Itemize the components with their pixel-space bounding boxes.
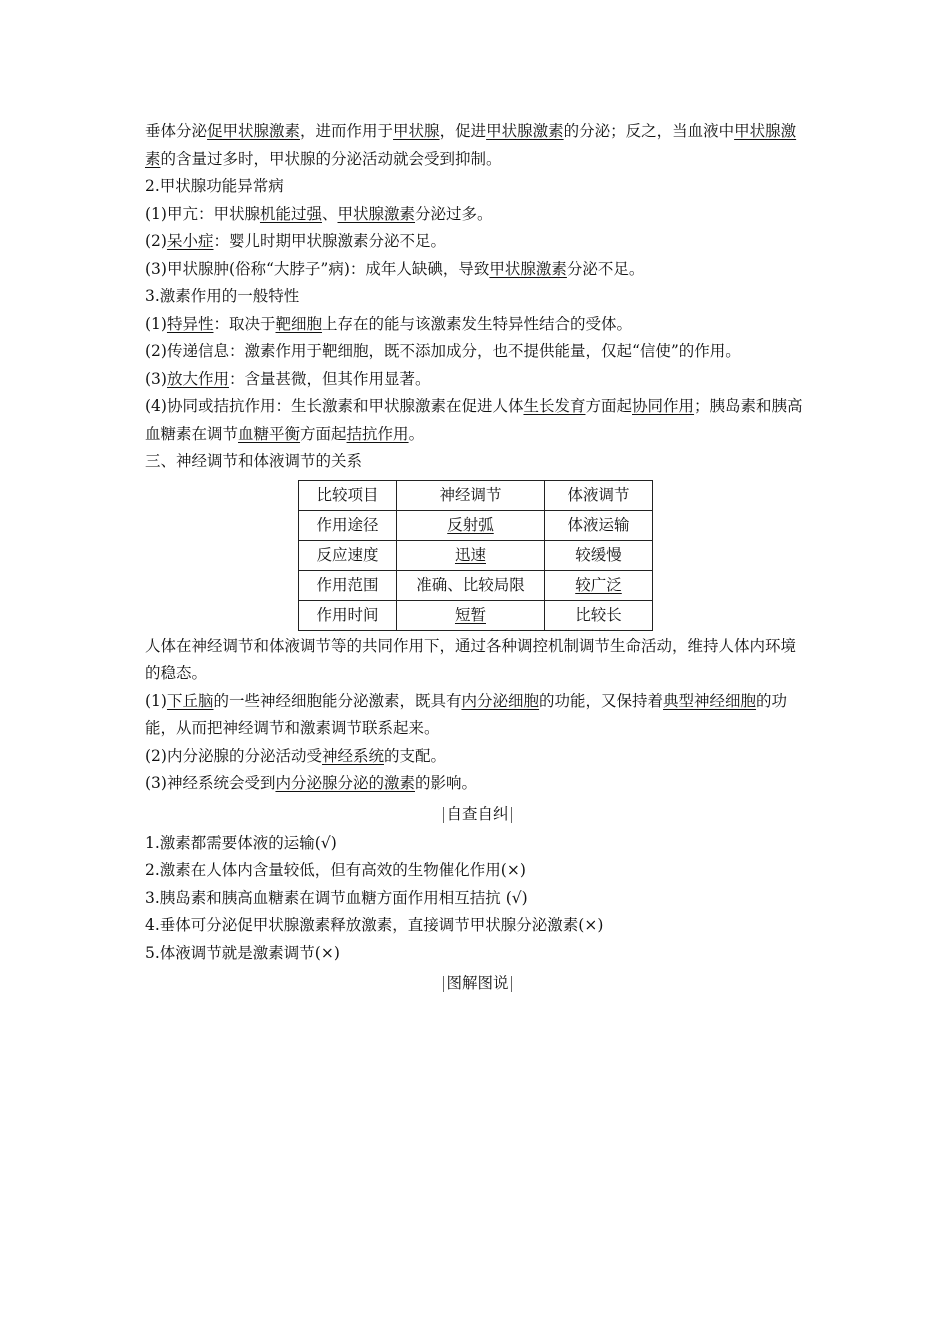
text: 垂体分泌 <box>145 122 208 140</box>
table-cell: 反应速度 <box>299 540 397 570</box>
table-cell <box>397 600 545 630</box>
underlined-answer: 甲状腺 <box>393 122 440 140</box>
self-check-heading <box>145 800 810 828</box>
text: 的影响。 <box>414 774 477 792</box>
table-cell <box>397 540 545 570</box>
table-cell: 体液运输 <box>545 510 653 540</box>
underlined-answer: 拮抗作用 <box>346 424 409 443</box>
table-row <box>299 600 653 630</box>
list-item <box>145 770 810 798</box>
divider <box>443 807 444 823</box>
table-header-cell: 体液调节 <box>545 480 653 510</box>
underlined-answer: 生长发育 <box>523 397 586 415</box>
table-cell: 作用范围 <box>299 570 397 600</box>
heading-hormone-properties: 3.激素作用的一般特性 <box>145 287 300 305</box>
table-cell: 作用时间 <box>299 600 397 630</box>
text: (2) <box>145 232 167 250</box>
underlined-answer: 较广泛 <box>575 576 622 594</box>
text: 的分泌；反之，当血液中 <box>563 122 735 140</box>
underlined-answer: 呆小症 <box>166 232 214 250</box>
list-item <box>145 256 810 284</box>
text: (1)甲亢：甲状腺 <box>145 204 260 223</box>
text: (2)内分泌腺的分泌活动受 <box>145 746 322 765</box>
table-cell <box>397 510 545 540</box>
underlined-answer: 甲状腺激素 <box>486 122 564 140</box>
table-row <box>299 510 653 540</box>
text: (1) <box>145 691 167 710</box>
table-cell: 较缓慢 <box>545 540 653 570</box>
underlined-answer: 甲状腺激素 <box>337 204 416 223</box>
divider <box>511 807 512 823</box>
section-title: 三、神经调节和体液调节的关系 <box>145 452 363 470</box>
text: 上存在的能与该激素发生特异性结合的受体。 <box>322 314 633 333</box>
text: ：含量甚微，但其作用显著。 <box>228 369 431 388</box>
underlined-answer: 放大作用 <box>166 369 229 388</box>
divider <box>443 976 444 992</box>
underlined-answer: 靶细胞 <box>275 314 323 333</box>
list-item <box>145 743 810 771</box>
underlined-answer: 典型神经细胞 <box>663 691 757 710</box>
text: 分泌过多。 <box>415 204 493 223</box>
underlined-answer: 下丘脑 <box>166 691 214 710</box>
table-row <box>299 540 653 570</box>
text: 分泌不足。 <box>566 259 645 278</box>
text: 的功能，从而把神经调节和激素调节联系起来。 <box>145 691 788 737</box>
underlined-answer: 反射弧 <box>447 516 494 534</box>
table-header-cell: 神经调节 <box>397 480 545 510</box>
list-item: (2)传递信息：激素作用于靶细胞，既不添加成分，也不提供能量，仅起“信使”的作用。 <box>145 342 741 360</box>
text: 的支配。 <box>383 746 446 765</box>
underlined-answer: 甲状腺激素 <box>145 122 797 168</box>
text: 的功能，又保持着 <box>539 691 664 710</box>
underlined-answer: 神经系统 <box>321 746 384 765</box>
table-cell: 准确、比较局限 <box>397 570 545 600</box>
table-header-cell: 比较项目 <box>299 480 397 510</box>
check-item: 4.垂体可分泌促甲状腺激素释放激素，直接调节甲状腺分泌激素(×) <box>145 916 604 934</box>
text: ，进而作用于 <box>300 122 394 140</box>
text: (3) <box>145 369 167 388</box>
text: 、 <box>321 204 338 223</box>
list-item <box>145 688 810 743</box>
text: (3)甲状腺肿(俗称“大脖子”病)：成年人缺碘，导致 <box>145 259 490 278</box>
text: ：婴儿时期甲状腺激素分泌不足。 <box>213 232 446 250</box>
table-cell: 作用途径 <box>299 510 397 540</box>
text: ：取决于 <box>213 314 276 333</box>
text: 的一些神经细胞能分泌激素，既具有 <box>213 691 462 710</box>
text: 方面起 <box>585 397 632 415</box>
heading-text: 图解图说 <box>446 974 509 992</box>
check-item: 2.激素在人体内含量较低，但有高效的生物催化作用(×) <box>145 861 526 879</box>
underlined-answer: 内分泌细胞 <box>461 691 540 710</box>
underlined-answer: 迅速 <box>454 546 486 564</box>
text: ，促进 <box>439 122 487 140</box>
list-item <box>145 311 810 339</box>
list-item <box>145 228 810 256</box>
check-item: 1.激素都需要体液的运输(√) <box>145 833 337 852</box>
table-row <box>299 570 653 600</box>
diagram-heading <box>145 969 810 997</box>
heading-thyroid-disease: 2.甲状腺功能异常病 <box>145 177 284 195</box>
comparison-table <box>298 480 653 631</box>
check-item: 3.胰岛素和胰高血糖素在调节血糖方面作用相互拮抗 (√) <box>145 888 528 907</box>
table-cell: 比较长 <box>545 600 653 630</box>
text: ；胰岛素和胰高血糖素在调节 <box>145 397 803 443</box>
table-cell <box>545 570 653 600</box>
underlined-answer: 机能过强 <box>259 204 322 223</box>
underlined-answer: 短暂 <box>454 606 486 624</box>
underlined-answer: 血糖平衡 <box>238 424 301 443</box>
underlined-answer: 内分泌腺分泌的激素 <box>275 774 415 792</box>
underlined-answer: 协同作用 <box>632 397 695 415</box>
text: (4)协同或拮抗作用：生长激素和甲状腺激素在促进人体 <box>145 397 524 415</box>
paragraph-thyroid-feedback <box>145 118 810 173</box>
table-header-row <box>299 480 653 510</box>
text: (1) <box>145 314 167 333</box>
check-item: 5.体液调节就是激素调节(×) <box>145 943 340 962</box>
underlined-answer: 甲状腺激素 <box>489 259 567 278</box>
text: 方面起 <box>300 424 347 443</box>
list-item <box>145 201 810 229</box>
text: (3)神经系统会受到 <box>145 774 276 792</box>
text: 。 <box>408 424 425 443</box>
divider <box>511 976 512 992</box>
underlined-answer: 特异性 <box>166 314 214 333</box>
paragraph-homeostasis: 人体在神经调节和体液调节等的共同作用下，通过各种调控机制调节生命活动，维持人体内环境的稳态。 <box>145 636 797 682</box>
underlined-answer: 促甲状腺激素 <box>207 122 301 140</box>
list-item <box>145 366 810 394</box>
heading-text: 自查自纠 <box>446 804 509 823</box>
list-item <box>145 393 810 448</box>
document-page <box>145 118 810 999</box>
text: 的含量过多时，甲状腺的分泌活动就会受到抑制。 <box>160 149 502 168</box>
